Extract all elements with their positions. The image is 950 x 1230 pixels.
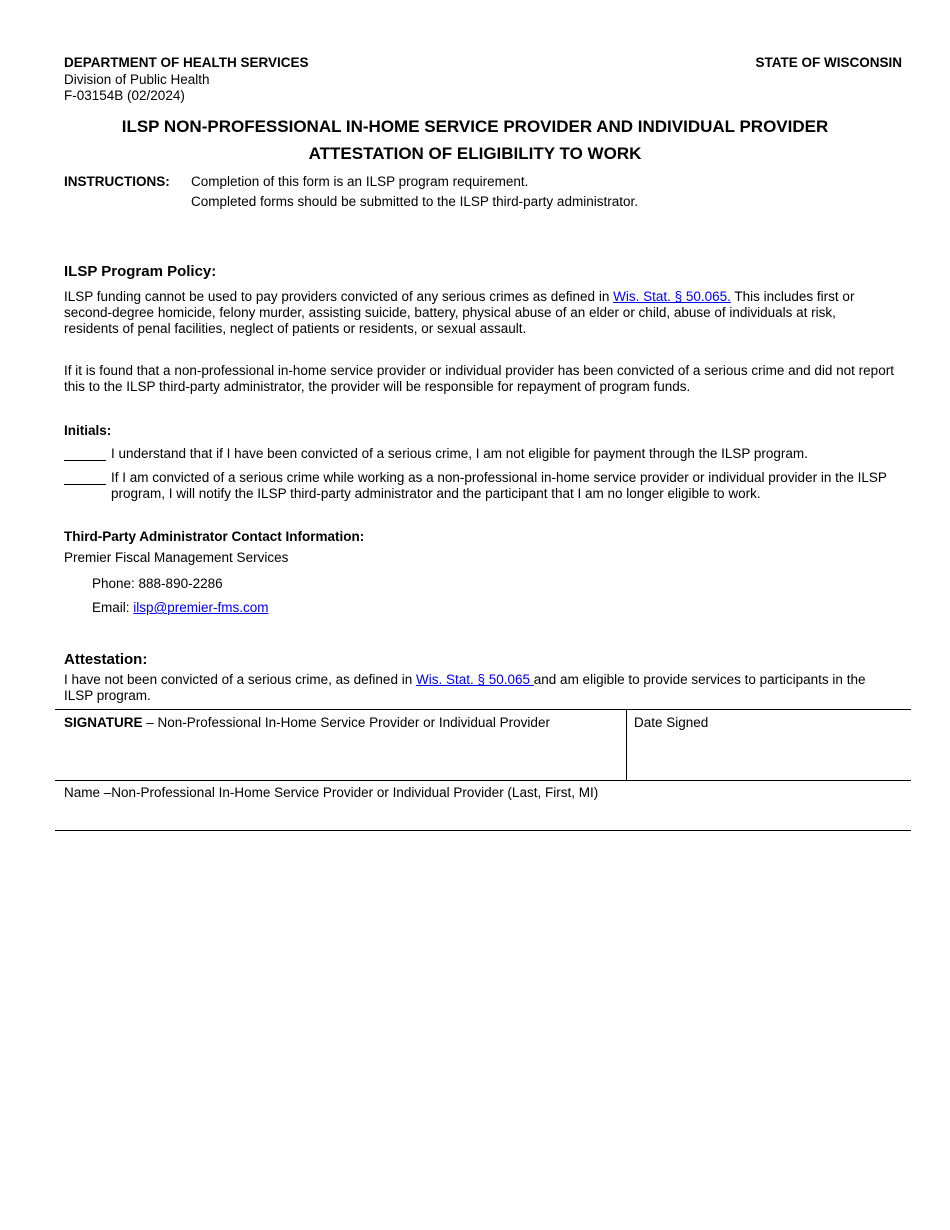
policy-text: ILSP funding cannot be used to pay providers convicted of any serious crimes as defined in [64,289,614,304]
policy-paragraph-2: If it is found that a non-professional in-home service provider or individual provider has been convicted of a serious crime and did not report this to the ILSP third-party administrator, the provider will be responsible for repayment of program funds. [64,363,894,394]
attestation-wis-stat-link[interactable]: Wis. Stat. § 50.065 [415,672,534,687]
form-number: F-03154B (02/2024) [64,88,185,103]
initials-blank-2[interactable] [64,472,106,488]
division-name: Division of Public Health [64,72,210,87]
form-title-line1: ILSP NON-PROFESSIONAL IN-HOME SERVICE PROVIDER AND INDIVIDUAL PROVIDER [121,117,829,136]
date-signed-field[interactable] [628,732,910,778]
attestation-text-end: and am eligible to provide services to participants in the ILSP program. [64,672,866,703]
initials-heading: Initials: [64,423,112,438]
department-name: DEPARTMENT OF HEALTH SERVICES [64,55,309,70]
table-middle-border [55,780,911,781]
signature-label-rest: – Non-Professional In-Home Service Provider or Individual Provider [142,715,550,730]
signature-field[interactable] [56,732,624,778]
initials-statement-2: If I am convicted of a serious crime while working as a non-professional in-home service provider or individual provider in the ILSP program, I will notify the ILSP third-party administrator and the participant that I am no longer eligible to work. [111,470,887,501]
initials-blank-1[interactable] [64,448,106,464]
instructions-label: INSTRUCTIONS: [64,174,170,189]
contact-heading: Third-Party Administrator Contact Information: [64,529,365,544]
table-top-border [55,709,911,710]
wis-stat-link[interactable]: Wis. Stat. § 50.065. [613,289,731,304]
contact-email-link[interactable]: ilsp@premier-fms.com [133,600,269,615]
attestation-text-start: I have not been convicted of a serious crime, as defined in [64,672,416,687]
date-signed-label: Date Signed [634,715,709,730]
signature-label-bold: SIGNATURE [64,715,143,730]
instructions-line2: Completed forms should be submitted to the ILSP third-party administrator. [191,194,638,209]
provider-name-field[interactable] [56,802,910,828]
contact-organization: Premier Fiscal Management Services [64,550,289,565]
state-name: STATE OF WISCONSIN [755,55,902,70]
policy-heading: ILSP Program Policy: [64,263,217,280]
table-bottom-border [55,830,911,831]
attestation-heading: Attestation: [64,651,148,668]
policy-paragraph-1 [64,289,894,337]
contact-email-label: Email: [92,600,134,615]
provider-name-label: Name –Non-Professional In-Home Service Provider or Individual Provider (Last, First, MI) [64,785,599,800]
contact-phone: Phone: 888-890-2286 [92,576,223,591]
form-title [64,113,886,167]
form-title-line2: ATTESTATION OF ELIGIBILITY TO WORK [308,144,642,163]
attestation-text [64,672,898,704]
table-column-divider [626,709,627,780]
contact-email-row [92,600,268,615]
policy-text-cont: This includes first or second-degree homicide, felony murder, assisting suicide, battery, physical abuse of an elder or child, abuse of individuals at risk, residents of penal facilities, neglect of patients or residents, or sexual assault. [64,289,855,336]
initials-statement-1: I understand that if I have been convicted of a serious crime, I am not eligible for payment through the ILSP program. [111,446,808,461]
instructions-line1: Completion of this form is an ILSP program requirement. [191,174,529,189]
signature-field-label [64,715,550,730]
